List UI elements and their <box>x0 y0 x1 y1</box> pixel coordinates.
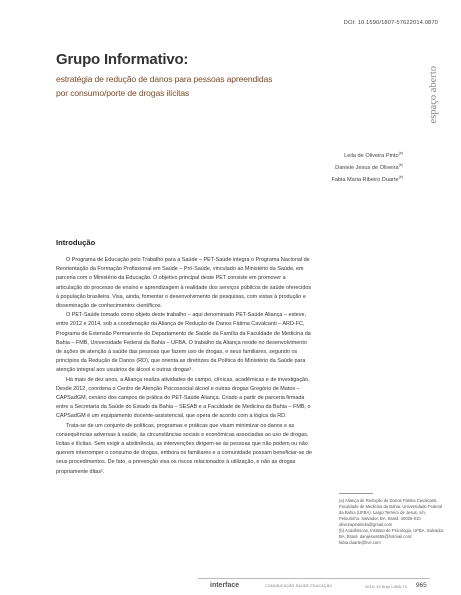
author: Leila de Oliveira Pinto$^{(a)}$ <box>344 151 403 159</box>
article-title: Grupo Informativo: <box>56 51 189 68</box>
section-heading: Introdução <box>56 238 96 247</box>
doi-label: DOI: 10.1590/1807-57622014.0870 <box>343 20 438 26</box>
author: Daniele Jesus de Oliveira$^{(b)}$ <box>335 162 403 171</box>
paragraph: Há mais de dez anos, a Aliança realiza atividades de campo, clínicas, acadêmicas e de investigação. Desde 2012, coordena o Centro de Atenção Psicossocial álcool e outras drogas Gregório de Matos – CAPSadGM, cenário dos campos de prática do PET-Saúde Aliança. Criado a partir de parceria firmada entre a Secretaria da Saúde do Estado da Bahia – SESAB e a Faculdade de Medicina da Bahia – FMB, o CAPSadGM é um equipamento docente-assistencial, que opera de acordo com a lógica da RD. <box>56 376 311 420</box>
footer-divider <box>198 578 430 579</box>
paragraph: Trata-se de um conjunto de políticas, programas e práticas que visam minimizar os danos e as consequências adversas à saúde, às circunstâncias sociais e econômicas associadas ao uso de drogas, lícitas e ilícitas. Sem exigir a abstinência, as intervenções dirigem-se às pessoas que não podem ou não querem interromper o consumo de drogas, embora os familiares e a comunidade possam beneficiar-se de seus procedimentos. De fato, a prevenção visa os riscos relacionados à utilização, e não as drogas propriamente ditas². <box>56 422 312 475</box>
page-number: 965 <box>416 582 427 589</box>
journal-tagline: COMUNICAÇÃO SAÚDE EDUCAÇÃO <box>265 584 333 588</box>
issue-info: 2015; 19 Supl 1:965-73 <box>365 584 407 589</box>
subtitle-line: estratégia de redução de danos para pessoas apreendidas <box>56 74 273 84</box>
author-list <box>331 149 403 185</box>
section-tag: espaço aberto <box>428 66 439 124</box>
journal-logo: interface <box>210 582 240 589</box>
footnotes <box>339 498 447 546</box>
subtitle-line: por consumo/porte de drogas ilícitas <box>56 88 190 98</box>
paragraph: O PET-Saúde tomado como objeto deste trabalho – aqui denominado PET-Saúde Aliança – esteve, entre 2012 e 2014, sob a coordenação da Aliança de Redução de Danos Fátima Cavalcanti – ARD-FC, Programa de Extensão Permanente do Departamento de Saúde da Família da Faculdade de Medicina da Bahia – FMB, Universidade Federal da Bahia – UFBA. O trabalho da Aliança reside no desenvolvimento de ações de atenção à saúde das pessoas que fazem uso de drogas, e seus familiares, segundo os princípios da Redução de Danos (RD), que orienta as diretrizes da Política do Ministério da Saúde para atenção integral aos usuários de álcool e outras drogas¹. <box>56 312 311 374</box>
body-text <box>56 256 312 477</box>
footnote: (a) Aliança de Redução de Danos Fátima Cavalcanti, Faculdade de Medicina da Bahia, Universidade Federal da Bahia (UFBA). Largo Terreiro de Jesus, s/n, Pelourinho. Salvador, BA, Brasil. 40026-010 oliveirapinteleila@gmail.com <box>339 498 443 527</box>
article-subtitle <box>56 72 306 100</box>
footnote: (b) Acadêmicas, Instituto de Psicologia, UFBA. Salvador, BA, Brasil. danijesus655@hotmail.com; fabia.duarte@live.com <box>339 528 445 545</box>
author: Fabia Maria Ribeiro Duarte$^{(b)}$ <box>331 174 403 183</box>
footnote-divider <box>339 493 373 494</box>
paragraph: O Programa de Educação pelo Trabalho para a Saúde – PET-Saúde integra o Programa Nacional de Reorientação da Formação Profissional em Saúde – Pró-Saúde, vinculado ao Ministério da Saúde, em parceria com o Ministério da Educação. O objetivo principal deste PET consiste em promover a articulação do processo de ensino e aprendizagem à realidade dos serviços públicos de saúde oferecidos à população brasileira. Visa, ainda, fomentar o desenvolvimento de pesquisas, com vistas à produção e disseminação de conhecimentos científicos. <box>56 257 312 310</box>
